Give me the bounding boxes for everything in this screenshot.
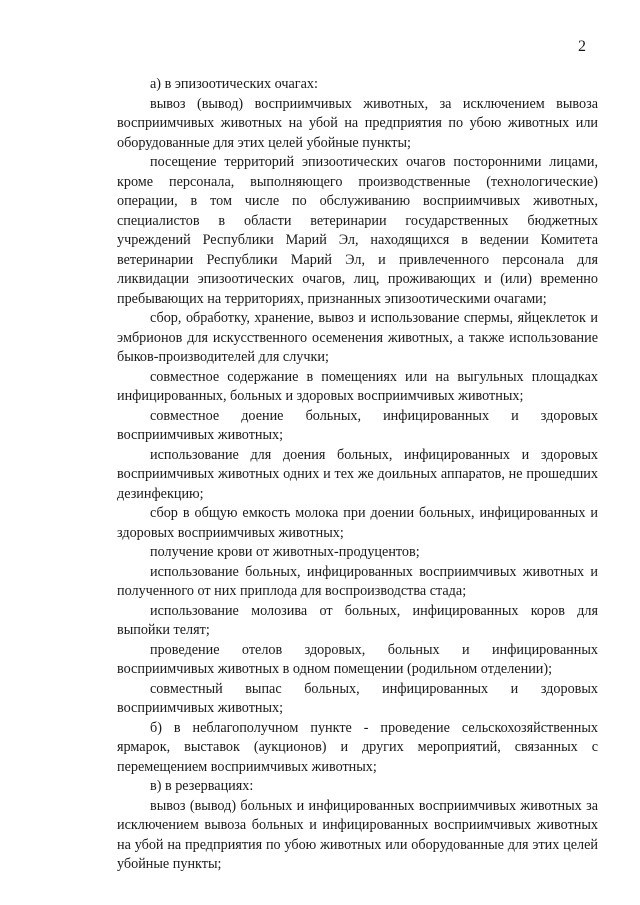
paragraph: использование больных, инфицированных восприимчивых животных и полученного от них приплода для воспроизводства стада; (117, 563, 598, 599)
paragraph: совместный выпас больных, инфицированных и здоровых восприимчивых животных; (117, 680, 598, 716)
paragraph: посещение территорий эпизоотических очагов посторонними лицами, кроме персонала, выполняющего производственные (технологические) операции, в том числе по обслуживанию восприимчивых животных, специалистов в области ветеринарии государственных бюджетных учреждений Республики Марий Эл, находящихся в ведении Комитета ветеринарии Республики Марий Эл, и привлеченного персонала для ликвидации эпизоотических очагов, лиц, проживающих и (или) временно пребывающих на территориях, признанных эпизоотическими очагами; (117, 154, 598, 307)
paragraph: проведение отелов здоровых, больных и инфицированных восприимчивых животных в одном помещении (родильном отделении); (117, 641, 598, 677)
paragraph: использование для доения больных, инфицированных и здоровых восприимчивых животных одних и тех же доильных аппаратов, не прошедших дезинфекцию; (117, 446, 598, 502)
paragraph: получение крови от животных-продуцентов; (150, 544, 420, 560)
paragraph: сбор, обработку, хранение, вывоз и использование спермы, яйцеклеток и эмбрионов для искусственного осеменения животных, а также использование быков-производителей для случки; (117, 310, 598, 365)
paragraph: использование молозива от больных, инфицированных коров для выпойки телят; (117, 602, 598, 638)
page-number: 2 (578, 38, 586, 55)
paragraph: совместное содержание в помещениях или на выгульных площадках инфицированных, больных и здоровых восприимчивых животных; (117, 368, 598, 404)
paragraph: вывоз (вывод) восприимчивых животных, за исключением вывоза восприимчивых животных на убой на предприятия по убою животных или оборудованные для этих целей убойные пункты; (117, 95, 598, 151)
paragraph: сбор в общую емкость молока при доении больных, инфицированных и здоровых восприимчивых животных; (117, 505, 598, 541)
paragraph-heading-c: в) в резервациях: (150, 778, 254, 794)
paragraph: вывоз (вывод) больных и инфицированных восприимчивых животных за исключением вывоза больных и инфицированных восприимчивых животных на убой на предприятия по убою животных или оборудованные для этих целей убойные пункты; (117, 797, 598, 872)
paragraph: совместное доение больных, инфицированных и здоровых восприимчивых животных; (117, 407, 598, 443)
document-body (117, 75, 598, 875)
paragraph-heading-b: б) в неблагополучном пункте - проведение сельскохозяйственных ярмарок, выставок (аукционов) и других мероприятий, связанных с перемещением восприимчивых животных; (117, 719, 598, 775)
paragraph-heading-a: а) в эпизоотических очагах: (150, 76, 318, 92)
